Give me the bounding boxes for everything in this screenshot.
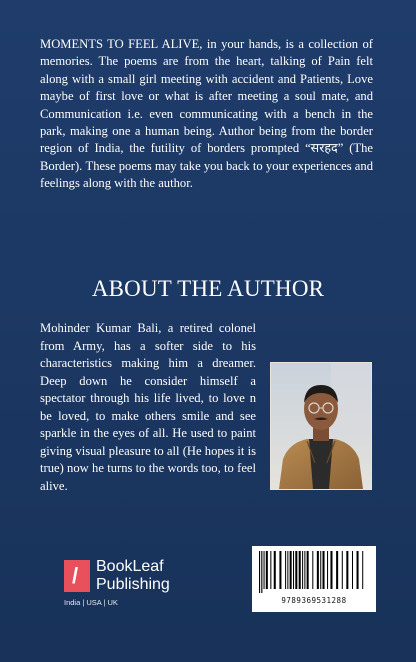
barcode-bar (330, 551, 332, 589)
barcode-bar (264, 551, 265, 589)
barcode-bar (304, 551, 305, 589)
barcode-bar (323, 551, 325, 589)
barcode-bar (259, 551, 260, 593)
barcode-bar (352, 551, 353, 589)
barcode-bar (293, 551, 294, 589)
about-author-heading: ABOUT THE AUTHOR (91, 276, 325, 301)
isbn-barcode (252, 546, 376, 612)
barcode-bar (266, 551, 268, 589)
logo-slash-glyph: / (72, 563, 79, 588)
barcode-bar (342, 551, 343, 589)
author-bio: Mohinder Kumar Bali, a retired colonel from Army, has a softer side to his characteristics making him a dreamer. Deep down he consider himself a spectator through his life lived, to love n be loved, to make others smile and see sparkle in the eyes of all. He used to paint giving visual pleasure to all (He hopes it is true) now he turns to the words too, to feel alive. (40, 321, 256, 493)
barcode-bar (312, 551, 313, 589)
publisher-name-line1: BookLeaf (96, 558, 164, 575)
barcode-bar (317, 551, 319, 589)
barcode-bar (279, 551, 281, 589)
book-blurb: MOMENTS TO FEEL ALIVE, in your hands, is a collection of memories. The poems are from the heart, talking of Pain felt along with a small girl meeting with accident and Patients, Love maybe of first love or what is after meeting a soul mate, and Communication i.e. even communicating with a bench in the park, making one a human being. Author being from the border region of India, the futility of borders prompted “सरहद” (The Border). These poems may take you back to your experiences and feelings along with the author. (40, 37, 373, 191)
publisher-logo-mark (64, 560, 90, 592)
barcode-bar (295, 551, 297, 589)
barcode-bar (299, 551, 301, 589)
barcode-bar (270, 551, 271, 589)
isbn-number: 9789369531288 (281, 596, 347, 605)
author-photo (270, 362, 372, 490)
barcode-bar (336, 551, 338, 589)
barcode-bar (320, 551, 321, 589)
barcode-bars (258, 551, 370, 593)
barcode-bar (357, 551, 359, 589)
publisher-name-line2: Publishing (96, 576, 170, 593)
barcode-bar (274, 551, 276, 589)
barcode-bar (307, 551, 309, 589)
barcode-bar (290, 551, 292, 589)
publisher-regions: India | USA | UK (64, 598, 118, 607)
barcode-bar (285, 551, 286, 589)
publisher-logo (64, 556, 224, 612)
barcode-bar (362, 551, 363, 589)
barcode-bar (287, 551, 288, 589)
barcode-bar (261, 551, 262, 593)
barcode-bar (302, 551, 303, 589)
author-portrait-image (271, 363, 371, 489)
barcode-bar (346, 551, 348, 589)
barcode-bar (327, 551, 328, 589)
